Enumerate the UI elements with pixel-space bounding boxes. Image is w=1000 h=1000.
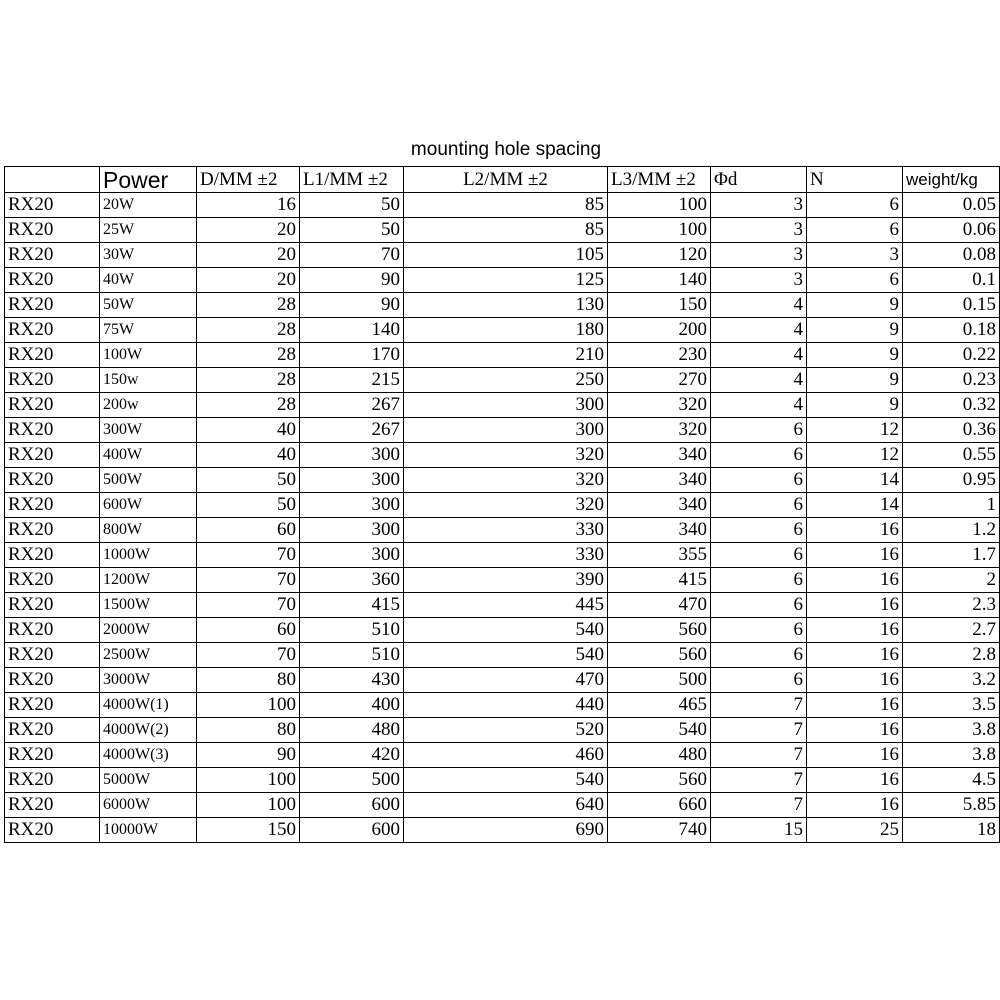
cell-weight: 0.18 xyxy=(903,318,1000,343)
table-row xyxy=(5,268,1000,293)
cell-power: 300W xyxy=(100,418,197,443)
cell-weight: 0.32 xyxy=(903,393,1000,418)
cell-d: 150 xyxy=(197,818,300,843)
cell-l2: 330 xyxy=(404,543,608,568)
cell-model: RX20 xyxy=(5,343,100,368)
cell-weight: 3.5 xyxy=(903,693,1000,718)
cell-phi-d: 6 xyxy=(711,568,807,593)
cell-n: 16 xyxy=(807,518,903,543)
cell-n: 14 xyxy=(807,493,903,518)
table-row xyxy=(5,243,1000,268)
cell-d: 20 xyxy=(197,218,300,243)
cell-l2: 690 xyxy=(404,818,608,843)
cell-l3: 320 xyxy=(608,418,711,443)
cell-d: 70 xyxy=(197,543,300,568)
cell-power: 100W xyxy=(100,343,197,368)
cell-weight: 0.1 xyxy=(903,268,1000,293)
cell-l2: 445 xyxy=(404,593,608,618)
cell-l1: 360 xyxy=(300,568,404,593)
cell-weight: 5.85 xyxy=(903,793,1000,818)
header-phi-d: Φd xyxy=(711,167,807,193)
cell-l3: 200 xyxy=(608,318,711,343)
cell-d: 70 xyxy=(197,593,300,618)
cell-model: RX20 xyxy=(5,368,100,393)
cell-weight: 3.8 xyxy=(903,718,1000,743)
cell-model: RX20 xyxy=(5,493,100,518)
cell-l3: 465 xyxy=(608,693,711,718)
cell-model: RX20 xyxy=(5,793,100,818)
cell-l3: 230 xyxy=(608,343,711,368)
cell-l2: 440 xyxy=(404,693,608,718)
cell-n: 6 xyxy=(807,218,903,243)
table-row xyxy=(5,543,1000,568)
table-header xyxy=(5,167,1000,193)
cell-power: 2500W xyxy=(100,643,197,668)
table-row xyxy=(5,693,1000,718)
table-row xyxy=(5,643,1000,668)
cell-l2: 520 xyxy=(404,718,608,743)
cell-l1: 90 xyxy=(300,293,404,318)
cell-l1: 510 xyxy=(300,643,404,668)
cell-power: 6000W xyxy=(100,793,197,818)
cell-n: 9 xyxy=(807,293,903,318)
cell-weight: 0.06 xyxy=(903,218,1000,243)
cell-model: RX20 xyxy=(5,693,100,718)
cell-n: 9 xyxy=(807,343,903,368)
cell-d: 80 xyxy=(197,718,300,743)
cell-model: RX20 xyxy=(5,443,100,468)
cell-power: 75W xyxy=(100,318,197,343)
cell-power: 600W xyxy=(100,493,197,518)
cell-l3: 340 xyxy=(608,468,711,493)
cell-model: RX20 xyxy=(5,418,100,443)
cell-power: 10000W xyxy=(100,818,197,843)
cell-l2: 300 xyxy=(404,393,608,418)
cell-l1: 300 xyxy=(300,543,404,568)
cell-model: RX20 xyxy=(5,768,100,793)
cell-phi-d: 4 xyxy=(711,393,807,418)
cell-power: 25W xyxy=(100,218,197,243)
table-row xyxy=(5,618,1000,643)
table-row xyxy=(5,593,1000,618)
cell-l3: 415 xyxy=(608,568,711,593)
cell-l1: 50 xyxy=(300,218,404,243)
cell-n: 25 xyxy=(807,818,903,843)
cell-l2: 470 xyxy=(404,668,608,693)
header-l2: L2/MM ±2 xyxy=(404,167,608,193)
cell-weight: 1.2 xyxy=(903,518,1000,543)
cell-weight: 0.55 xyxy=(903,443,1000,468)
cell-l1: 300 xyxy=(300,518,404,543)
cell-power: 2000W xyxy=(100,618,197,643)
cell-model: RX20 xyxy=(5,393,100,418)
cell-model: RX20 xyxy=(5,818,100,843)
cell-phi-d: 6 xyxy=(711,518,807,543)
cell-l3: 100 xyxy=(608,193,711,218)
cell-n: 9 xyxy=(807,318,903,343)
cell-l2: 330 xyxy=(404,518,608,543)
cell-phi-d: 3 xyxy=(711,193,807,218)
table-row xyxy=(5,518,1000,543)
table-row xyxy=(5,343,1000,368)
cell-l1: 300 xyxy=(300,443,404,468)
table-row xyxy=(5,768,1000,793)
cell-phi-d: 3 xyxy=(711,218,807,243)
header-l1: L1/MM ±2 xyxy=(300,167,404,193)
cell-d: 60 xyxy=(197,518,300,543)
cell-l3: 120 xyxy=(608,243,711,268)
table-row xyxy=(5,718,1000,743)
cell-power: 1500W xyxy=(100,593,197,618)
cell-l1: 70 xyxy=(300,243,404,268)
table-row xyxy=(5,368,1000,393)
cell-model: RX20 xyxy=(5,718,100,743)
cell-d: 16 xyxy=(197,193,300,218)
cell-phi-d: 6 xyxy=(711,618,807,643)
table-row xyxy=(5,218,1000,243)
cell-phi-d: 7 xyxy=(711,768,807,793)
cell-d: 50 xyxy=(197,468,300,493)
spec-table xyxy=(4,166,1000,843)
cell-d: 20 xyxy=(197,243,300,268)
cell-d: 70 xyxy=(197,643,300,668)
cell-l1: 267 xyxy=(300,418,404,443)
table-row xyxy=(5,193,1000,218)
cell-model: RX20 xyxy=(5,293,100,318)
cell-d: 50 xyxy=(197,493,300,518)
cell-weight: 0.05 xyxy=(903,193,1000,218)
header-weight: weight/kg xyxy=(903,167,1000,193)
cell-model: RX20 xyxy=(5,568,100,593)
cell-d: 28 xyxy=(197,393,300,418)
cell-l1: 90 xyxy=(300,268,404,293)
cell-weight: 0.23 xyxy=(903,368,1000,393)
table-row xyxy=(5,743,1000,768)
cell-l3: 320 xyxy=(608,393,711,418)
cell-weight: 0.15 xyxy=(903,293,1000,318)
cell-l3: 340 xyxy=(608,443,711,468)
cell-l3: 270 xyxy=(608,368,711,393)
cell-l2: 85 xyxy=(404,193,608,218)
cell-l2: 460 xyxy=(404,743,608,768)
cell-d: 90 xyxy=(197,743,300,768)
cell-l3: 340 xyxy=(608,518,711,543)
table-row xyxy=(5,443,1000,468)
cell-l3: 340 xyxy=(608,493,711,518)
cell-d: 40 xyxy=(197,443,300,468)
cell-n: 16 xyxy=(807,593,903,618)
cell-phi-d: 6 xyxy=(711,593,807,618)
cell-model: RX20 xyxy=(5,668,100,693)
cell-weight: 3.2 xyxy=(903,668,1000,693)
cell-l2: 540 xyxy=(404,618,608,643)
cell-d: 100 xyxy=(197,793,300,818)
cell-l2: 210 xyxy=(404,343,608,368)
cell-model: RX20 xyxy=(5,643,100,668)
table-row xyxy=(5,468,1000,493)
cell-phi-d: 4 xyxy=(711,368,807,393)
cell-l1: 300 xyxy=(300,493,404,518)
cell-l1: 300 xyxy=(300,468,404,493)
table-row xyxy=(5,418,1000,443)
cell-l1: 415 xyxy=(300,593,404,618)
cell-l3: 150 xyxy=(608,293,711,318)
cell-n: 16 xyxy=(807,618,903,643)
cell-weight: 4.5 xyxy=(903,768,1000,793)
cell-l1: 420 xyxy=(300,743,404,768)
table-row xyxy=(5,668,1000,693)
cell-l2: 85 xyxy=(404,218,608,243)
cell-d: 28 xyxy=(197,318,300,343)
cell-model: RX20 xyxy=(5,518,100,543)
cell-l3: 355 xyxy=(608,543,711,568)
cell-l3: 560 xyxy=(608,768,711,793)
cell-d: 28 xyxy=(197,368,300,393)
cell-weight: 2.7 xyxy=(903,618,1000,643)
cell-power: 1000W xyxy=(100,543,197,568)
cell-phi-d: 6 xyxy=(711,468,807,493)
cell-l1: 170 xyxy=(300,343,404,368)
cell-l3: 660 xyxy=(608,793,711,818)
cell-n: 16 xyxy=(807,568,903,593)
cell-n: 9 xyxy=(807,368,903,393)
cell-phi-d: 6 xyxy=(711,543,807,568)
cell-power: 200w xyxy=(100,393,197,418)
table-row xyxy=(5,393,1000,418)
cell-power: 30W xyxy=(100,243,197,268)
table-row xyxy=(5,793,1000,818)
cell-d: 28 xyxy=(197,293,300,318)
cell-power: 400W xyxy=(100,443,197,468)
cell-power: 40W xyxy=(100,268,197,293)
cell-weight: 1.7 xyxy=(903,543,1000,568)
cell-l1: 215 xyxy=(300,368,404,393)
cell-phi-d: 3 xyxy=(711,268,807,293)
header-row xyxy=(5,167,1000,193)
cell-l1: 267 xyxy=(300,393,404,418)
cell-l1: 430 xyxy=(300,668,404,693)
cell-n: 16 xyxy=(807,718,903,743)
cell-power: 1200W xyxy=(100,568,197,593)
header-l3: L3/MM ±2 xyxy=(608,167,711,193)
cell-l3: 560 xyxy=(608,618,711,643)
cell-phi-d: 3 xyxy=(711,243,807,268)
header-d: D/MM ±2 xyxy=(197,167,300,193)
cell-d: 40 xyxy=(197,418,300,443)
cell-d: 70 xyxy=(197,568,300,593)
cell-power: 5000W xyxy=(100,768,197,793)
cell-n: 9 xyxy=(807,393,903,418)
cell-phi-d: 6 xyxy=(711,643,807,668)
header-model xyxy=(5,167,100,193)
cell-n: 6 xyxy=(807,268,903,293)
cell-power: 3000W xyxy=(100,668,197,693)
cell-phi-d: 6 xyxy=(711,668,807,693)
cell-n: 16 xyxy=(807,543,903,568)
cell-l2: 320 xyxy=(404,493,608,518)
cell-l1: 600 xyxy=(300,793,404,818)
cell-l1: 140 xyxy=(300,318,404,343)
table-body xyxy=(5,193,1000,843)
cell-l2: 300 xyxy=(404,418,608,443)
table-row xyxy=(5,293,1000,318)
cell-model: RX20 xyxy=(5,218,100,243)
cell-d: 100 xyxy=(197,693,300,718)
cell-l2: 540 xyxy=(404,643,608,668)
cell-n: 16 xyxy=(807,743,903,768)
cell-l3: 740 xyxy=(608,818,711,843)
cell-model: RX20 xyxy=(5,468,100,493)
cell-n: 16 xyxy=(807,768,903,793)
cell-model: RX20 xyxy=(5,743,100,768)
cell-weight: 0.08 xyxy=(903,243,1000,268)
table-row xyxy=(5,568,1000,593)
cell-model: RX20 xyxy=(5,243,100,268)
cell-l3: 540 xyxy=(608,718,711,743)
cell-weight: 2.3 xyxy=(903,593,1000,618)
cell-l2: 540 xyxy=(404,768,608,793)
cell-d: 28 xyxy=(197,343,300,368)
table-caption: mounting hole spacing xyxy=(410,139,602,160)
cell-l1: 500 xyxy=(300,768,404,793)
table-row xyxy=(5,318,1000,343)
cell-weight: 1 xyxy=(903,493,1000,518)
cell-d: 60 xyxy=(197,618,300,643)
cell-weight: 3.8 xyxy=(903,743,1000,768)
cell-power: 4000W(1) xyxy=(100,693,197,718)
cell-l2: 320 xyxy=(404,468,608,493)
cell-phi-d: 4 xyxy=(711,343,807,368)
cell-l2: 105 xyxy=(404,243,608,268)
cell-power: 800W xyxy=(100,518,197,543)
cell-l2: 125 xyxy=(404,268,608,293)
cell-l2: 130 xyxy=(404,293,608,318)
cell-power: 4000W(3) xyxy=(100,743,197,768)
cell-d: 100 xyxy=(197,768,300,793)
cell-weight: 2 xyxy=(903,568,1000,593)
cell-phi-d: 6 xyxy=(711,418,807,443)
cell-n: 16 xyxy=(807,668,903,693)
cell-weight: 0.22 xyxy=(903,343,1000,368)
cell-power: 50W xyxy=(100,293,197,318)
cell-d: 20 xyxy=(197,268,300,293)
cell-phi-d: 7 xyxy=(711,718,807,743)
cell-power: 150w xyxy=(100,368,197,393)
cell-n: 14 xyxy=(807,468,903,493)
cell-l1: 50 xyxy=(300,193,404,218)
cell-weight: 18 xyxy=(903,818,1000,843)
cell-phi-d: 7 xyxy=(711,693,807,718)
cell-l1: 600 xyxy=(300,818,404,843)
cell-model: RX20 xyxy=(5,193,100,218)
cell-n: 16 xyxy=(807,693,903,718)
cell-model: RX20 xyxy=(5,593,100,618)
cell-l2: 640 xyxy=(404,793,608,818)
cell-l1: 510 xyxy=(300,618,404,643)
cell-power: 4000W(2) xyxy=(100,718,197,743)
cell-l2: 180 xyxy=(404,318,608,343)
cell-weight: 2.8 xyxy=(903,643,1000,668)
cell-n: 12 xyxy=(807,443,903,468)
cell-phi-d: 6 xyxy=(711,443,807,468)
cell-l2: 320 xyxy=(404,443,608,468)
cell-model: RX20 xyxy=(5,618,100,643)
cell-model: RX20 xyxy=(5,543,100,568)
cell-model: RX20 xyxy=(5,318,100,343)
cell-power: 500W xyxy=(100,468,197,493)
cell-phi-d: 15 xyxy=(711,818,807,843)
cell-l2: 250 xyxy=(404,368,608,393)
cell-n: 12 xyxy=(807,418,903,443)
cell-power: 20W xyxy=(100,193,197,218)
cell-weight: 0.36 xyxy=(903,418,1000,443)
header-power: Power xyxy=(100,167,197,193)
cell-n: 16 xyxy=(807,793,903,818)
cell-phi-d: 4 xyxy=(711,318,807,343)
cell-model: RX20 xyxy=(5,268,100,293)
cell-phi-d: 6 xyxy=(711,493,807,518)
cell-l3: 470 xyxy=(608,593,711,618)
header-n: N xyxy=(807,167,903,193)
cell-l3: 560 xyxy=(608,643,711,668)
cell-n: 6 xyxy=(807,193,903,218)
cell-phi-d: 4 xyxy=(711,293,807,318)
cell-weight: 0.95 xyxy=(903,468,1000,493)
table-row xyxy=(5,818,1000,843)
cell-n: 3 xyxy=(807,243,903,268)
cell-d: 80 xyxy=(197,668,300,693)
cell-phi-d: 7 xyxy=(711,743,807,768)
cell-l3: 140 xyxy=(608,268,711,293)
cell-l1: 480 xyxy=(300,718,404,743)
cell-phi-d: 7 xyxy=(711,793,807,818)
table-row xyxy=(5,493,1000,518)
cell-n: 16 xyxy=(807,643,903,668)
cell-l3: 500 xyxy=(608,668,711,693)
cell-l2: 390 xyxy=(404,568,608,593)
cell-l3: 100 xyxy=(608,218,711,243)
cell-l3: 480 xyxy=(608,743,711,768)
cell-l1: 400 xyxy=(300,693,404,718)
